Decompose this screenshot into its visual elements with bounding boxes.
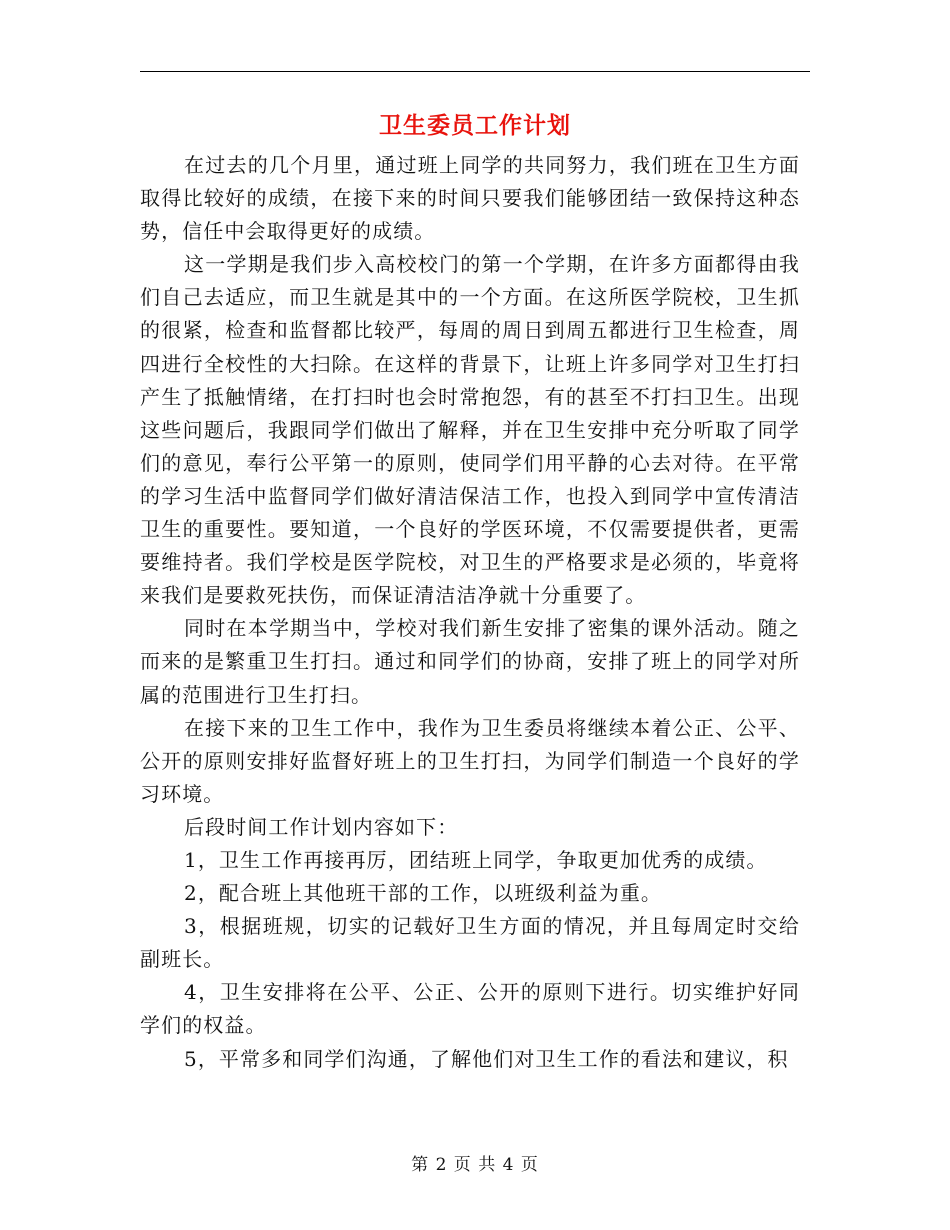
plan-item-5: 5，平常多和同学们沟通，了解他们对卫生工作的看法和建议，积 [184, 1046, 789, 1071]
plan-item-3: 3，根据班规，切实的记载好卫生方面的情况，并且每周定时交给副班长。 [140, 914, 800, 972]
paragraph-semester-background: 这一学期是我们步入高校校门的第一个学期，在许多方面都得由我们自己去适应，而卫生就是其中的一个方面。在这所医学院校，卫生抓的很紧，检查和监督都比较严，每周的周日到周五都进行卫生检查，周四进行全校性的大扫除。在这样的背景下，让班上许多同学对卫生打扫产生了抵触情绪，在打扫时也会时常抱怨，有的甚至不打扫卫生。出现这些问题后，我跟同学们做出了解释，并在卫生安排中充分听取了同学们的意见，奉行公平第一的原则，使同学们用平静的心去对待。在平常的学习生活中监督同学们做好清洁保洁工作，也投入到同学中宣传清洁卫生的重要性。要知道，一个良好的学医环境，不仅需要提供者，更需要维持者。我们学校是医学院校，对卫生的严格要求是必须的，毕竟将来我们是要救死扶伤，而保证清洁洁净就十分重要了。 [140, 252, 800, 608]
page-footer [140, 1153, 810, 1177]
plan-item-1: 1，卫生工作再接再厉，团结班上同学，争取更加优秀的成绩。 [184, 847, 768, 872]
footer-current-page: 2 [435, 1155, 448, 1175]
document-title: 卫生委员工作计划 [379, 112, 571, 139]
paragraph-intro: 在过去的几个月里，通过班上同学的共同努力，我们班在卫生方面取得比较好的成绩，在接下来的时间只要我们能够团结一致保持这种态势，信任中会取得更好的成绩。 [140, 153, 800, 244]
footer-suffix: 页 [520, 1155, 539, 1175]
plan-item-2: 2，配合班上其他班干部的工作，以班级利益为重。 [184, 881, 663, 906]
footer-mid: 页 共 [453, 1155, 497, 1175]
plan-item-4: 4，卫生安排将在公平、公正、公开的原则下进行。切实维护好同学们的权益。 [140, 980, 800, 1038]
paragraph-activities: 同时在本学期当中，学校对我们新生安排了密集的课外活动。随之而来的是繁重卫生打扫。通过和同学们的协商，安排了班上的同学对所属的范围进行卫生打扫。 [140, 616, 800, 707]
footer-prefix: 第 [411, 1155, 430, 1175]
paragraph-principles: 在接下来的卫生工作中，我作为卫生委员将继续本着公正、公平、公开的原则安排好监督好班上的卫生打扫，为同学们制造一个良好的学习环境。 [140, 715, 800, 806]
paragraph-plan-heading: 后段时间工作计划内容如下： [184, 814, 459, 839]
header-rule [140, 71, 810, 72]
document-body [140, 149, 800, 1076]
footer-total-pages: 4 [502, 1155, 515, 1175]
